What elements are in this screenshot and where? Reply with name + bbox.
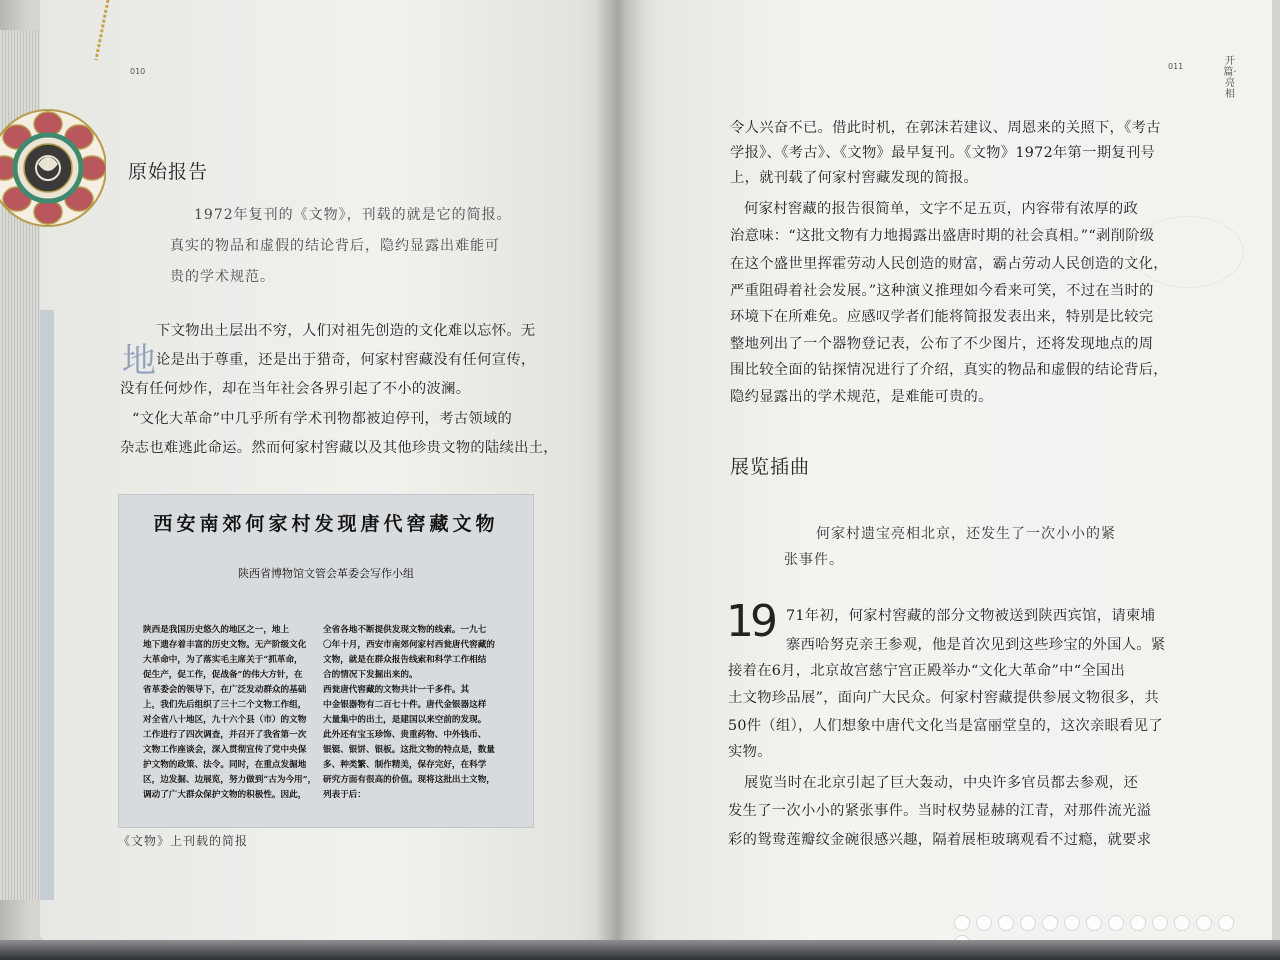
- clipping-line: 中金银器物有二百七十件。唐代金银器这样: [323, 700, 487, 710]
- left-epigraph-line-1: 1972年复刊的《文物》，刊载的就是它的简报。: [194, 207, 512, 223]
- clipping-line: 文物，就是在群众报告线索和科学工作相结: [323, 655, 487, 665]
- left-body-line-1: 下文物出土层出不穷，人们对祖先创造的文化难以忘怀。无: [156, 323, 536, 339]
- right-body-top-line-7: 严重阻碍着社会发展。”这种演义推理如今看来可笑，不过在当时的: [730, 283, 1154, 299]
- clipping-line: 陕西是我国历史悠久的地区之一，地上: [143, 625, 290, 635]
- left-body-line-4: “文化大革命”中几乎所有学术刊物都被迫停刊，考古领域的: [132, 411, 513, 427]
- right-epigraph-line-2: 张事件。: [784, 552, 844, 568]
- running-head: 开篇·亮相: [1223, 56, 1237, 100]
- clipping-author: 陕西省博物馆文管会革委会写作小组: [238, 567, 414, 580]
- left-epigraph-line-3: 贵的学术规范。: [170, 269, 275, 285]
- clipping-line: 护文物的政策、法令。同时，在重点发掘地: [143, 760, 307, 770]
- clipping-line: 银铤、银饼、银板。这批文物的特点是，数量: [323, 745, 495, 755]
- right-body-top-line-9: 整地列出了一个器物登记表，公布了不少图片，还将发现地点的周: [730, 336, 1154, 352]
- right-epigraph-line-1: 何家村遗宝亮相北京，还发生了一次小小的紧: [816, 526, 1116, 542]
- clipping-line: 文物工作座谈会，深入贯彻宣传了党中央保: [143, 745, 307, 755]
- right-dropcap-year: 19: [726, 596, 774, 647]
- clipping-line: 工作进行了四次调查，并召开了我省第一次: [143, 730, 307, 740]
- left-body-line-3: 没有任何炒作，却在当年社会各界引起了不小的波澜。: [120, 381, 471, 397]
- right-body-top-line-10: 围比较全面的钻探情况进行了介绍，真实的物品和虚假的结论背后，: [730, 362, 1168, 378]
- book-spine-shadow: [596, 0, 644, 940]
- right-body-top-line-2: 学报》、《考古》、《文物》最早复刊。《文物》1972年第一期复刊号: [730, 145, 1156, 161]
- right-body-line-1: 71年初，何家村窖藏的部分文物被送到陕西宾馆，请柬埔: [786, 608, 1156, 624]
- left-page-number: 010: [130, 67, 146, 76]
- clipping-line: 合的情况下发掘出来的。: [323, 670, 418, 680]
- right-page: [620, 0, 1272, 940]
- clipping-line: 区，边发掘、边展览，努力做到“古为今用”，: [143, 775, 317, 785]
- left-dropcap: 地: [122, 341, 156, 381]
- right-body-line-5: 50件（组），人们想象中唐代文化当是富丽堂皇的，这次亲眼看见了: [728, 718, 1163, 734]
- clipping-caption: 《文物》上刊载的简报: [118, 834, 249, 848]
- clipping-line: 多、种类繁、制作精美，保存完好，在科学: [323, 760, 487, 770]
- clipping-line: 省革委会的领导下，在广泛发动群众的基础: [143, 685, 307, 695]
- clipping-column-right: [323, 623, 495, 803]
- right-body-top-line-3: 上，就刊载了何家村窖藏发现的简报。: [730, 170, 979, 186]
- clipping-column-left: [143, 623, 316, 803]
- left-blue-strip: [40, 310, 54, 900]
- clipping-line: 全省各地不断提供发现文物的线索。一九七: [323, 625, 487, 635]
- right-page-number: 011: [1168, 62, 1184, 71]
- right-body-top-line-8: 环境下在所难免。应感叹学者们能将简报发表出来，特别是比较完: [730, 309, 1154, 325]
- right-body-line-7: 展览当时在北京引起了巨大轰动，中央许多官员都去参观，还: [744, 775, 1139, 791]
- clipping-line: 地下遗存着丰富的历史文物。无产阶级文化: [143, 640, 307, 650]
- bookmark-chain: [92, 0, 114, 62]
- right-body-line-6: 实物。: [728, 744, 772, 760]
- clipping-line: 大革命中，为了落实毛主席关于“抓革命，: [143, 655, 303, 665]
- right-body-line-4: 土文物珍品展”，面向广大民众。何家村窖藏提供参展文物很多，共: [728, 690, 1159, 706]
- clipping-line: 西瓮唐代窖藏的文物共计一千多件。其: [323, 685, 470, 695]
- left-epigraph-line-2: 真实的物品和虚假的结论背后，隐约显露出难能可: [170, 238, 500, 254]
- clipping-line: 大量集中的出土，是建国以来空前的发现。: [323, 715, 487, 725]
- right-body-top-line-1: 令人兴奋不已。借此时机，在郭沫若建议、周恩来的关照下，《考古: [730, 120, 1161, 136]
- right-body-line-9: 彩的鸳鸯莲瓣纹金碗很感兴趣，隔着展柜玻璃观看不过瘾，就要求: [728, 832, 1152, 848]
- left-section-title: 原始报告: [128, 161, 209, 183]
- right-section-title: 展览插曲: [730, 456, 811, 478]
- right-body-line-8: 发生了一次小小的紧张事件。当时权势显赫的江青，对那件流光溢: [728, 803, 1152, 819]
- table-edge: [0, 940, 1280, 960]
- right-body-line-2: 寨西哈努克亲王参观，他是首次见到这些珍宝的外国人。紧: [786, 637, 1166, 653]
- lotus-bookmark-icon[interactable]: [0, 58, 106, 254]
- clipping-line: 对全省八十地区，九十六个县（市）的文物: [143, 715, 307, 725]
- right-body-top-line-6: 在这个盛世里挥霍劳动人民创造的财富，霸占劳动人民创造的文化，: [730, 256, 1168, 272]
- clipping-line: 调动了广大群众保护文物的积极性。因此，: [143, 790, 307, 800]
- left-body-line-5: 杂志也难逃此命运。然而何家村窖藏以及其他珍贵文物的陆续出土，: [120, 440, 558, 456]
- right-body-line-3: 接着在6月，北京故宫慈宁宫正殿举办“文化大革命”中“全国出: [728, 663, 1126, 679]
- left-body-line-2: 论是出于尊重，还是出于猎奇，何家村窖藏没有任何宣传，: [156, 352, 536, 368]
- clipping-line: 此外还有宝玉珍饰、贵重药物、中外钱币、: [323, 730, 487, 740]
- watermark-dots: [954, 915, 1254, 929]
- journal-clipping: [118, 494, 534, 828]
- clipping-line: 研究方面有很高的价值。现将这批出土文物，: [323, 775, 495, 785]
- right-body-top-line-11: 隐约显露出的学术规范，是难能可贵的。: [730, 389, 993, 405]
- right-body-top-line-5: 治意味：“这批文物有力地揭露出盛唐时期的社会真相。”“剥削阶级: [730, 228, 1155, 244]
- clipping-line: 促生产，促工作，促战备”的伟大方针，在: [143, 670, 303, 680]
- clipping-title: 西安南郊何家村发现唐代窖藏文物: [153, 513, 499, 535]
- clipping-line: 〇年十月，西安市南郊何家村西瓮唐代窖藏的: [323, 640, 495, 650]
- clipping-line: 列表于后：: [323, 790, 366, 800]
- right-body-top-line-4: 何家村窖藏的报告很简单，文字不足五页，内容带有浓厚的政: [744, 201, 1139, 217]
- clipping-line: 上，我们先后组织了三十二个文物工作组，: [143, 700, 307, 710]
